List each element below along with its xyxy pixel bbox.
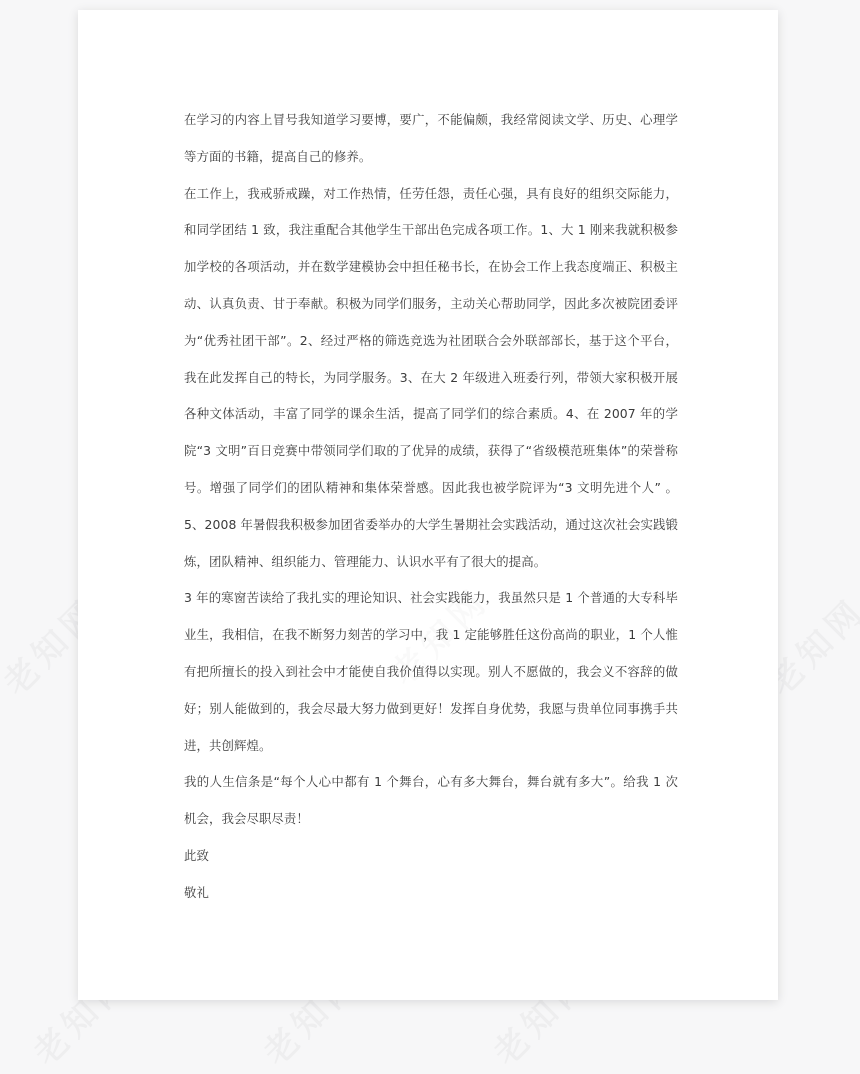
paragraph-motto: 我的人生信条是“每个人心中都有 1 个舞台，心有多大舞台，舞台就有多大”。给我 1 次机会，我会尽职尽责！: [184, 774, 678, 827]
paragraph-summary: 3 年的寒窗苦读给了我扎实的理论知识、社会实践能力，我虽然只是 1 个普通的大专科毕业生，我相信，在我不断努力刻苦的学习中，我 1 定能够胜任这份高尚的职业，1 个人惟有把所擅长的投入到社会中才能使自我价值得以实现。别人不愿做的，我会义不容辞的做好；别人能做到的，我会尽最大努力做到更好！发挥自身优势，我愿与贵单位同事携手共进，共创辉煌。: [184, 590, 678, 753]
document-content: [184, 102, 678, 912]
paragraph-work: 在工作上，我戒骄戒躁，对工作热情，任劳任怨，责任心强，具有良好的组织交际能力，和同学团结 1 致，我注重配合其他学生干部出色完成各项工作。1、大 1 刚来我就积极参加学校的各项活动，并在数学建模协会中担任秘书长，在协会工作上我态度端正、积极主动、认真负责、甘于奉献。积极为同学们服务，主动关心帮助同学，因此多次被院团委评为“优秀社团干部”。2、经过严格的筛选竞选为社团联合会外联部部长，基于这个平台，我在此发挥自己的特长，为同学服务。3、在大 2 年级进入班委行列，带领大家积极开展各种文体活动，丰富了同学的课余生活，提高了同学们的综合素质。4、在 2007 年的学院“3 文明”百日竞赛中带领同学们取的了优异的成绩，获得了“省级模范班集体”的荣誉称号。增强了同学们的团队精神和集体荣誉感。因此我也被学院评为“3 文明先进个人” 。5、2008 年暑假我积极参加团省委举办的大学生暑期社会实践活动，通过这次社会实践锻炼，团队精神、组织能力、管理能力、认识水平有了很大的提高。: [184, 185, 678, 569]
closing-salutation: 此致: [184, 847, 209, 863]
closing-regards: 敬礼: [184, 884, 209, 900]
paragraph-study: 在学习的内容上冒号我知道学习要博，要广，不能偏颇，我经常阅读文学、历史、心理学等方面的书籍，提高自己的修养。: [184, 112, 678, 164]
document-page: [78, 10, 778, 1000]
